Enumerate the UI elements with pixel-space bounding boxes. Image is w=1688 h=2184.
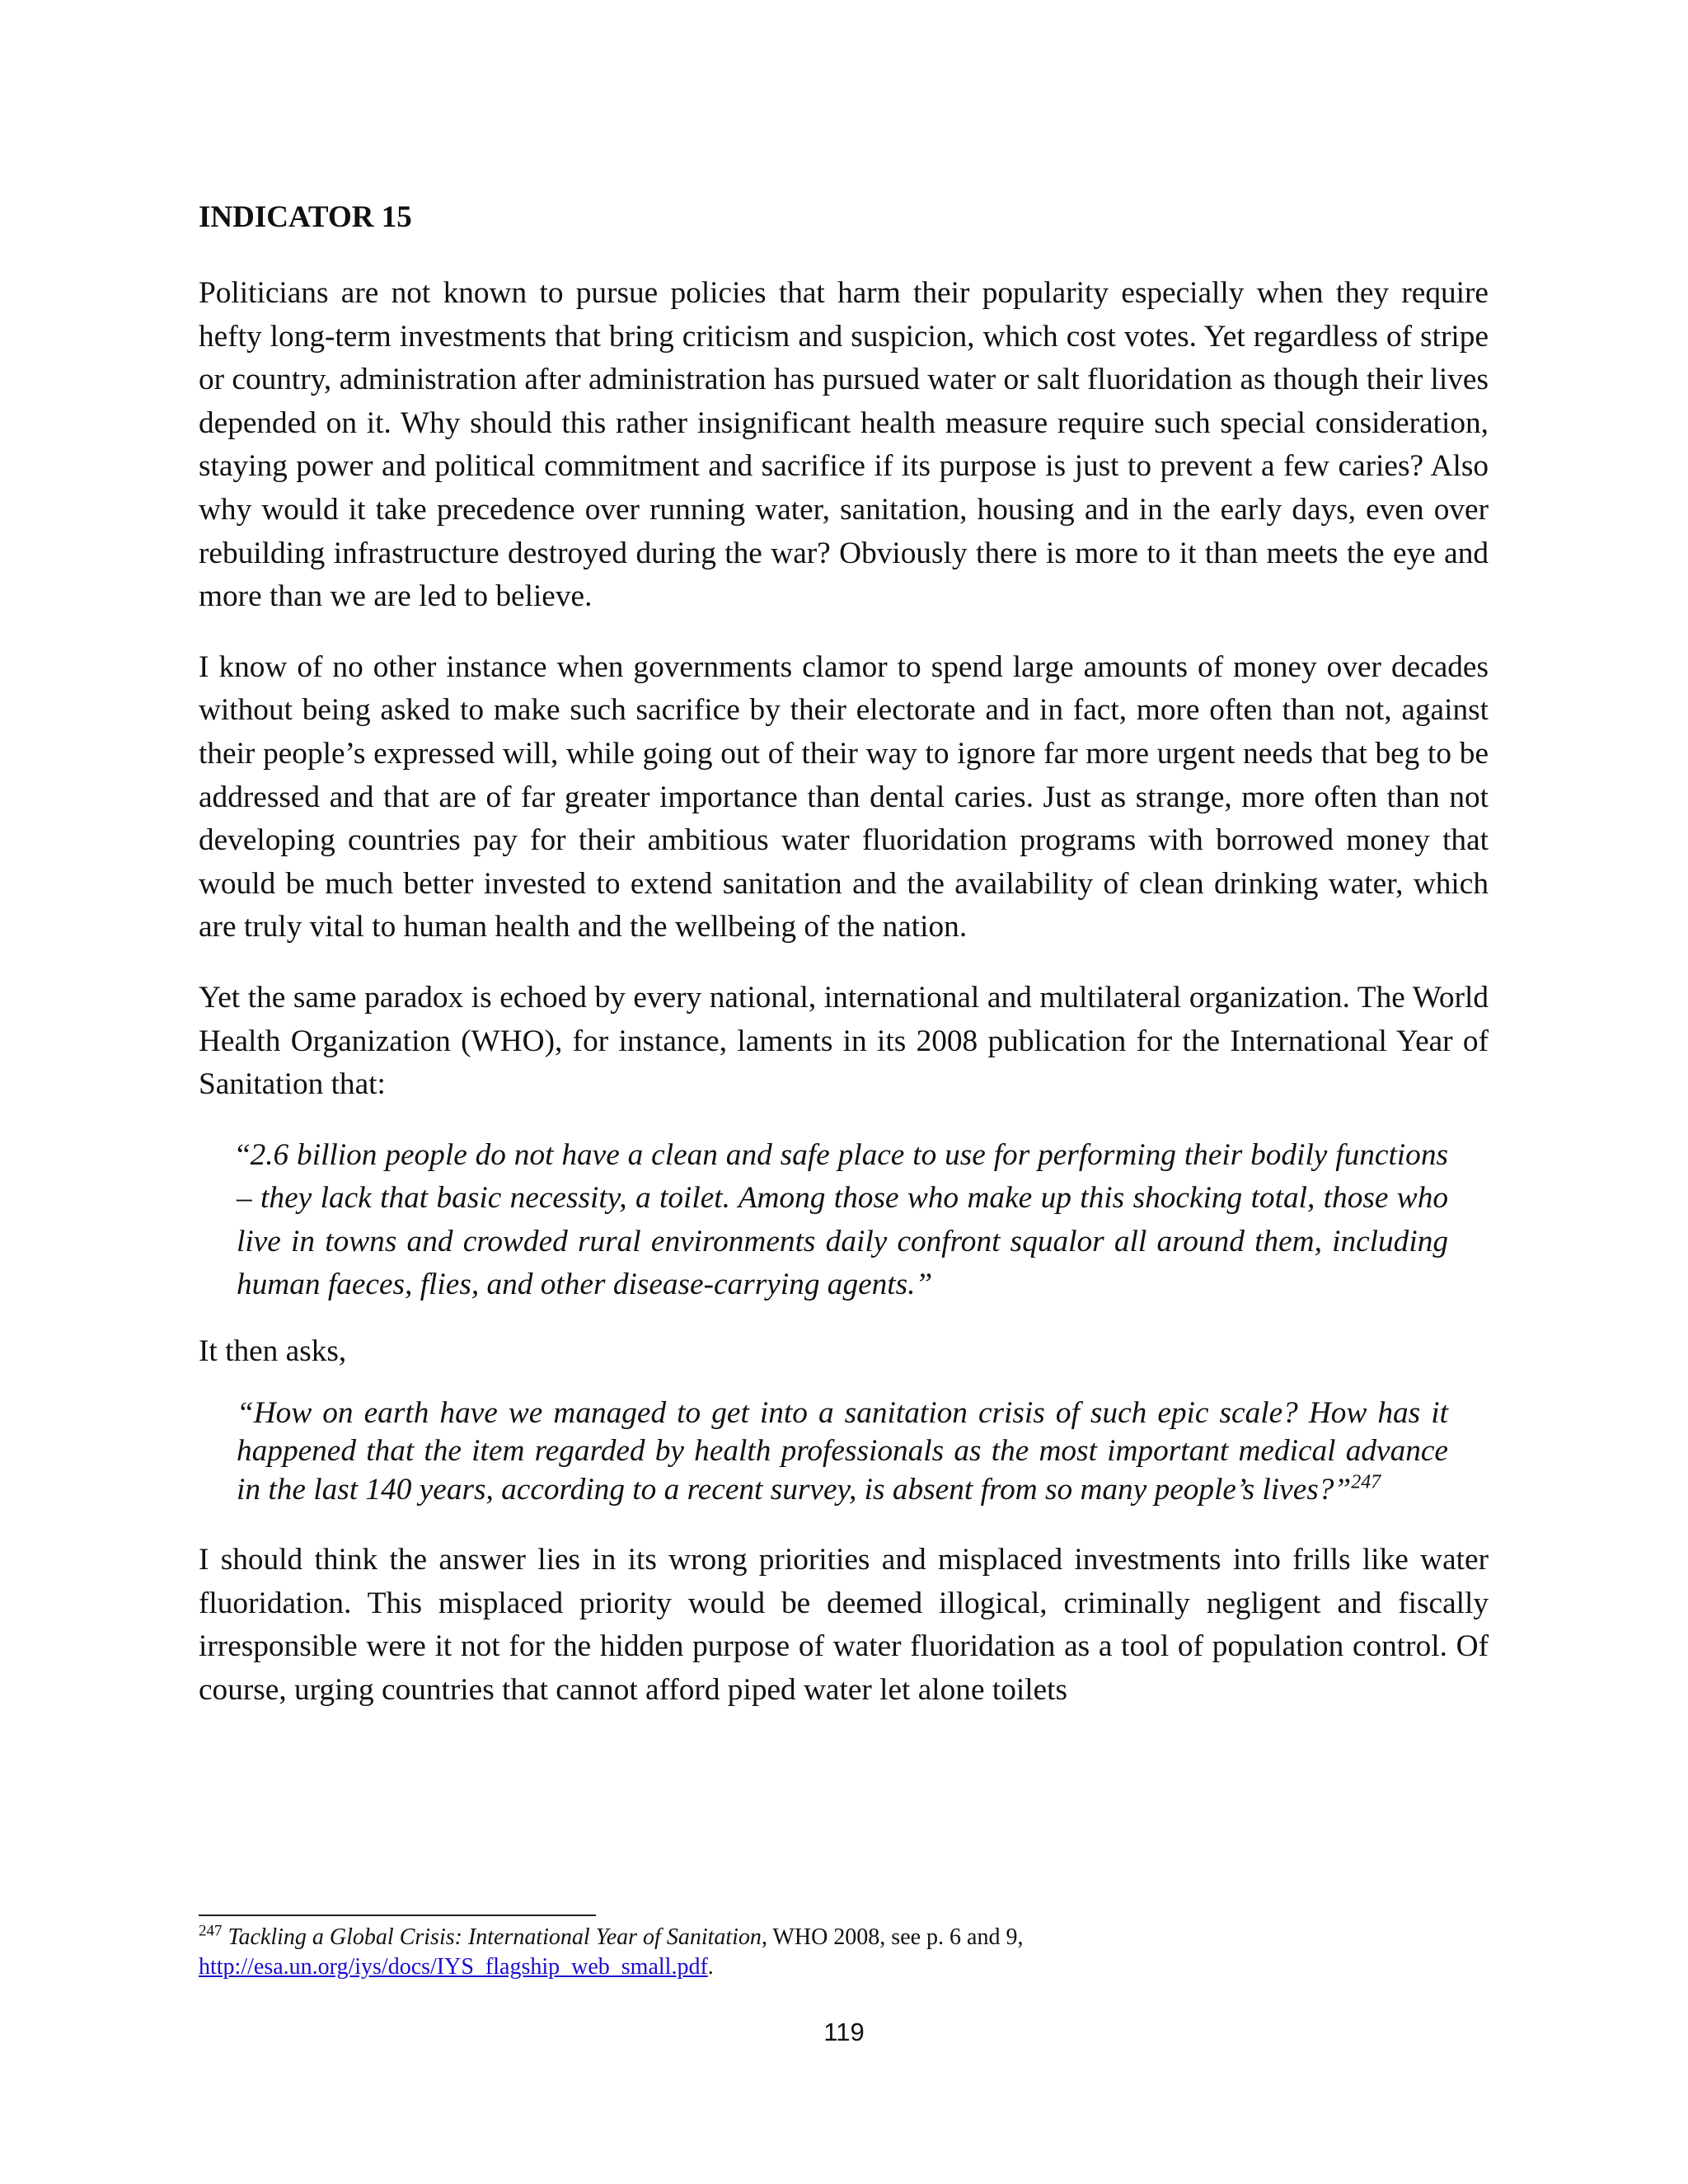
- footnote-text: , WHO 2008, see p. 6 and 9,: [761, 1924, 1024, 1950]
- paragraph-2: I know of no other instance when governments clamor to spend large amounts of money over decades without being asked to make such sacrifice by their electorate and in fact, more often than not, against their people’s expressed will, while going out of their way to ignore far more urgent needs that beg to be addressed and that are of far greater importance than dental caries. Just as strange, more often than not developing countries pay for their ambitious water fluoridation programs with borrowed money that would be much better invested to extend sanitation and the availability of clean drinking water, which are truly vital to human health and the wellbeing of the nation.: [199, 649, 1489, 944]
- paragraph-1: Politicians are not known to pursue policies that harm their popularity especially when they require hefty long-term investments that bring criticism and suspicion, which cost votes. Yet regardless of stripe or country, administration after administration has pursued water or salt fluoridation as though their lives depended on it. Why should this rather insignificant health measure require such special consideration, staying power and political commitment and sacrifice if its purpose is just to prevent a few caries? Also why would it take precedence over running water, sanitation, housing and in the early days, even over rebuilding infrastructure destroyed during the war? Obviously there is more to it than meets the eye and more than we are led to believe.: [199, 276, 1489, 614]
- footnote: [199, 1923, 1489, 1982]
- footnote-reference[interactable]: 247: [1351, 1471, 1381, 1493]
- quote-open-mark: “: [237, 1137, 251, 1172]
- page-body: [199, 196, 1489, 1740]
- footnote-end: .: [707, 1954, 714, 1980]
- who-quote-1: [237, 1134, 1448, 1307]
- paragraph-4: It then asks,: [199, 1334, 347, 1369]
- footnote-divider: [199, 1915, 596, 1916]
- footnote-link[interactable]: http://esa.un.org/iys/docs/IYS_flagship_web_small.pdf: [199, 1954, 708, 1980]
- paragraph-3: Yet the same paradox is echoed by every national, international and multilateral organization. The World Health Organization (WHO), for instance, laments in its 2008 publication for the International Year of Sanitation that:: [199, 980, 1489, 1102]
- footnote-number: 247: [199, 1922, 223, 1940]
- who-quote-2: [237, 1394, 1448, 1510]
- quote-2-text: “How on earth have we managed to get into a sanitation crisis of such epic scale? How has it happened that the item regarded by health professionals as the most important medical advance in the last 140 years, according to a recent survey, is absent from so many people’s lives?”: [237, 1395, 1448, 1507]
- footnote-title: Tackling a Global Crisis: International Year of Sanitation: [227, 1924, 762, 1950]
- section-heading: INDICATOR 15: [199, 200, 412, 234]
- quote-1-text: 2.6 billion people do not have a clean and safe place to use for performing their bodily functions – they lack that basic necessity, a toilet. Among those who make up this shocking total, those who live in towns and crowded rural environments daily confront squalor all around them, including human faeces, flies, and other disease-carrying agents.”: [237, 1137, 1448, 1302]
- paragraph-5: I should think the answer lies in its wrong priorities and misplaced investments into frills like water fluoridation. This misplaced priority would be deemed illogical, criminally negligent and fiscally irresponsible were it not for the hidden purpose of water fluoridation as a tool of population control. Of course, urging countries that cannot afford piped water let alone toilets: [199, 1543, 1489, 1707]
- page-number: 119: [823, 2018, 865, 2046]
